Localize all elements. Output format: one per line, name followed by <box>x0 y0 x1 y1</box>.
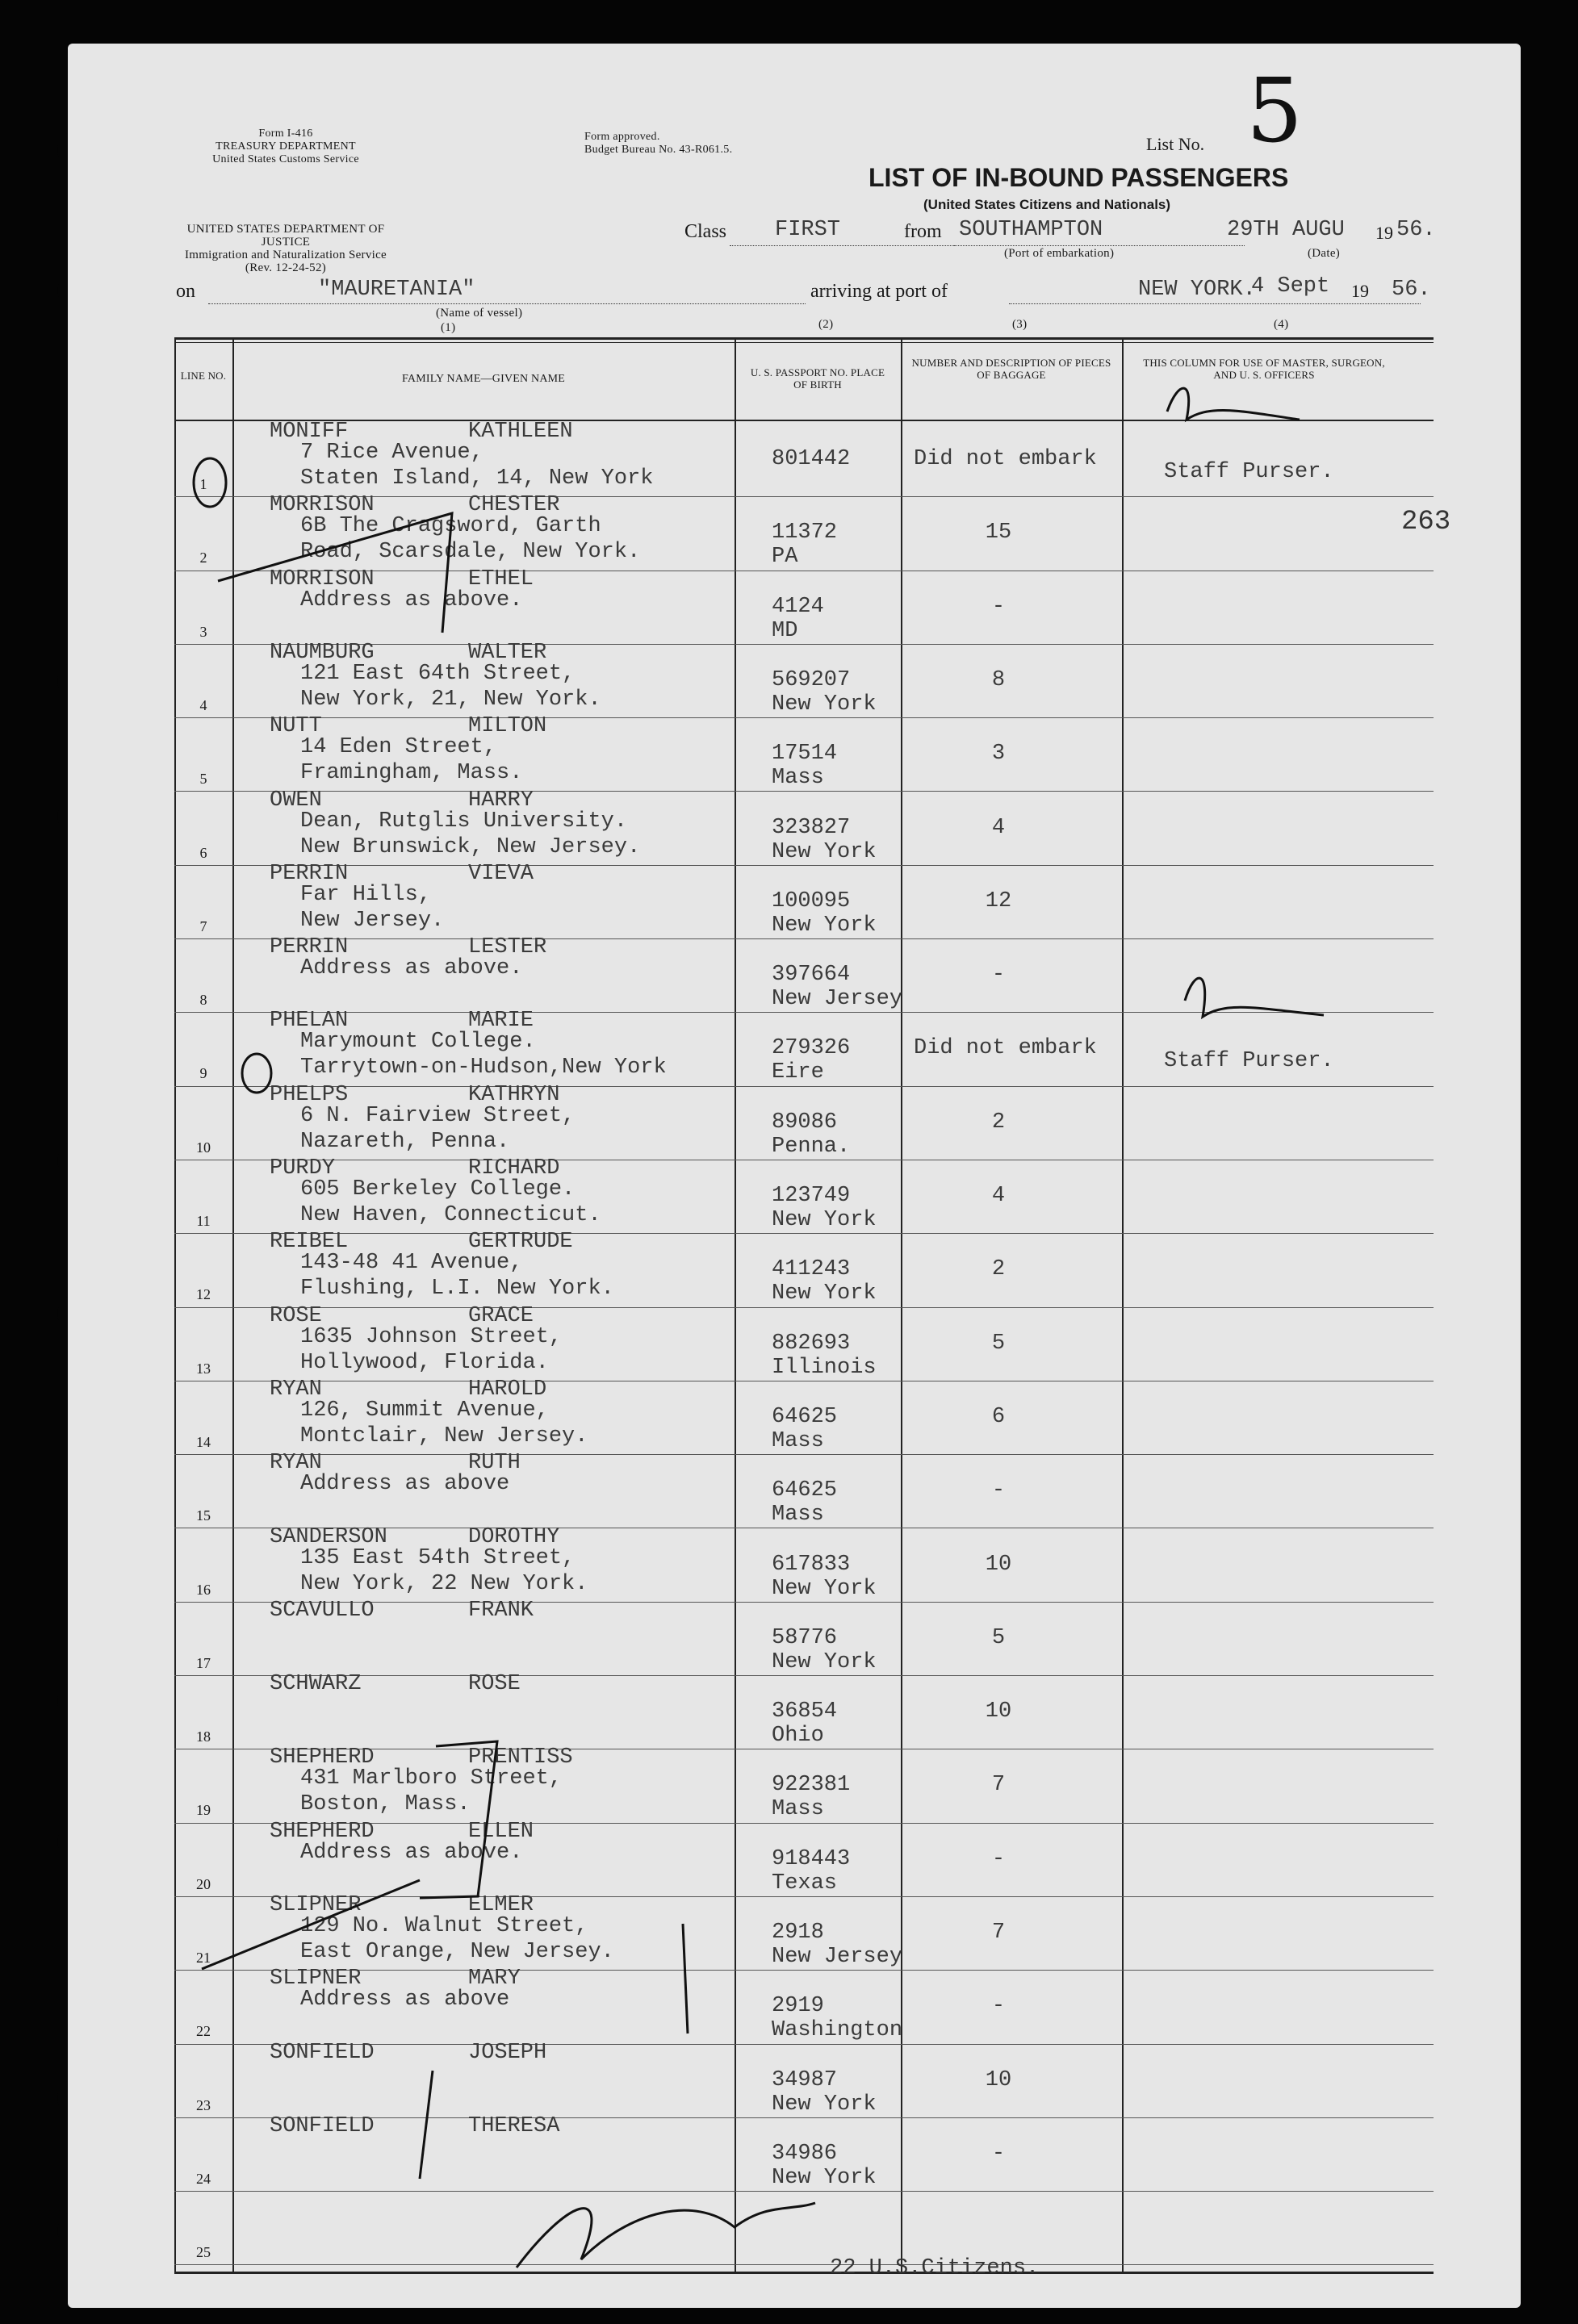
passport-number: 11372 <box>772 520 838 545</box>
family-name: SLIPNER <box>270 1967 362 1992</box>
class-label: Class <box>684 221 727 242</box>
purser-signature <box>1185 978 1324 1017</box>
line-number: 17 <box>196 1654 211 1671</box>
check-mark <box>218 513 452 633</box>
address-line-2: Hollywood, Florida. <box>300 1350 549 1375</box>
line-number: 21 <box>196 1950 211 1966</box>
given-name: JOSEPH <box>468 2040 547 2065</box>
address-line-1: 129 No. Walnut Street, <box>300 1914 588 1938</box>
given-name: HARRY <box>468 788 534 813</box>
passport-number: 279326 <box>772 1036 851 1061</box>
family-name: NUTT <box>270 714 322 739</box>
ins-service: Immigration and Naturalization Service <box>184 249 387 261</box>
baggage-count: - <box>991 1478 1006 1503</box>
line-number: 10 <box>196 1139 211 1156</box>
family-name: RYAN <box>270 1377 322 1402</box>
passport-number: 801442 <box>772 447 851 471</box>
place-of-birth: PA <box>772 545 798 570</box>
address-line-1: Dean, Rutglis University. <box>300 809 628 834</box>
place-of-birth: Ohio <box>772 1724 824 1749</box>
family-name: SONFIELD <box>270 2040 375 2065</box>
line-number: 2 <box>199 550 207 566</box>
given-name: RUTH <box>468 1451 521 1476</box>
passport-number: 17514 <box>772 742 838 767</box>
family-name: MONIFF <box>270 420 349 444</box>
line-number: 4 <box>199 696 207 713</box>
place-of-birth: New Jersey <box>772 1945 903 1969</box>
col-ref-3: (3) <box>1012 318 1028 331</box>
given-name: CHESTER <box>468 493 560 518</box>
address-line-2: Road, Scarsdale, New York. <box>300 540 641 565</box>
passport-number: 123749 <box>772 1184 851 1208</box>
given-name: MILTON <box>468 714 547 739</box>
place-of-birth: New York <box>772 1281 877 1306</box>
given-name: ELMER <box>468 1893 534 1917</box>
baggage-count: 10 <box>985 1552 1012 1577</box>
address-line-1: Marymount College. <box>300 1030 536 1055</box>
embarkation-caption: (Port of embarkation) <box>1004 247 1115 260</box>
address-line-1: 431 Marlboro Street, <box>300 1766 563 1791</box>
family-name: RYAN <box>270 1451 322 1476</box>
place-of-birth: MD <box>772 618 798 643</box>
baggage-count: - <box>991 1994 1006 2019</box>
passport-number: 58776 <box>772 1625 838 1650</box>
embarkation-port: SOUTHAMPTON <box>959 218 1103 242</box>
place-of-birth: Mass <box>772 766 824 791</box>
passport-number: 2919 <box>772 1994 824 2019</box>
given-name: MARIE <box>468 1009 534 1034</box>
given-name: RICHARD <box>468 1156 560 1181</box>
baggage-count: 10 <box>985 1699 1012 1724</box>
place-of-birth: Penna. <box>772 1134 851 1159</box>
passport-number: 64625 <box>772 1404 838 1429</box>
baggage-count: 8 <box>991 667 1006 692</box>
margin-number: 263 <box>1401 507 1451 537</box>
address-line-2: New York, 21, New York. <box>300 687 601 712</box>
address-line-1: 6 N. Fairview Street, <box>300 1103 576 1128</box>
family-name: SHEPHERD <box>270 1819 375 1844</box>
officer-signature <box>517 2203 815 2268</box>
line-number: 16 <box>196 1581 211 1598</box>
line-number: 8 <box>199 992 207 1009</box>
passport-number: 323827 <box>772 815 851 840</box>
tick-stroke <box>683 1924 688 2034</box>
baggage-count: Did not embark <box>914 1036 1097 1061</box>
date-caption: (Date) <box>1308 247 1341 260</box>
address-line-1: Address as above. <box>300 587 523 612</box>
class-value: FIRST <box>775 218 841 242</box>
baggage-count: 10 <box>985 2067 1012 2092</box>
arrival-year-prefix: 19 <box>1351 281 1369 301</box>
line-number: 13 <box>196 1360 211 1377</box>
customs-service: United States Customs Service <box>212 153 359 165</box>
vessel-name: "MAURETANIA" <box>318 278 475 302</box>
line-number: 3 <box>199 623 207 640</box>
place-of-birth: Washington <box>772 2018 903 2043</box>
justice-department: UNITED STATES DEPARTMENT OF JUSTICE <box>186 223 385 249</box>
address-line-2: Flushing, L.I. New York. <box>300 1277 614 1302</box>
family-name: ROSE <box>270 1303 322 1328</box>
circle-mark <box>194 458 226 507</box>
passport-number: 2918 <box>772 1921 824 1945</box>
baggage-count: Did not embark <box>914 447 1097 471</box>
given-name: ROSE <box>468 1672 521 1697</box>
address-line-1: Far Hills, <box>300 882 432 907</box>
passport-number: 918443 <box>772 1846 851 1871</box>
baggage-count: 15 <box>985 520 1012 545</box>
passport-number: 64625 <box>772 1478 838 1503</box>
address-line-1: Address as above. <box>300 956 523 981</box>
place-of-birth: New York <box>772 1576 877 1601</box>
page-subtitle: (United States Citizens and Nationals) <box>923 197 1171 212</box>
line-number: 6 <box>199 844 207 861</box>
line-number: 23 <box>196 2096 211 2113</box>
family-name: SANDERSON <box>270 1524 387 1549</box>
family-name: PERRIN <box>270 861 349 886</box>
line-number: 9 <box>199 1065 207 1082</box>
col-header-baggage: NUMBER AND DESCRIPTION OF PIECES OF BAGGAGE <box>911 357 1111 381</box>
officer-note: Staff Purser. <box>1164 460 1334 484</box>
family-name: SHEPHERD <box>270 1745 375 1770</box>
family-name: SCHWARZ <box>270 1672 362 1697</box>
family-name: SONFIELD <box>270 2113 375 2138</box>
department: TREASURY DEPARTMENT <box>216 140 356 153</box>
address-line-1: Address as above <box>300 1988 510 2013</box>
arriving-label: arriving at port of <box>810 281 948 302</box>
passport-number: 617833 <box>772 1552 851 1577</box>
baggage-count: 7 <box>991 1921 1006 1945</box>
on-label: on <box>176 281 195 302</box>
line-number: 11 <box>196 1213 211 1229</box>
line-number: 24 <box>196 2170 211 2187</box>
address-line-1: 121 East 64th Street, <box>300 661 576 686</box>
family-name: SCAVULLO <box>270 1598 375 1623</box>
place-of-birth: New York <box>772 1649 877 1674</box>
line-number: 22 <box>196 2023 211 2040</box>
col-ref-2: (2) <box>818 318 834 331</box>
line-number: 5 <box>199 771 207 788</box>
place-of-birth: New York <box>772 839 877 864</box>
tick-stroke <box>420 2071 433 2179</box>
year-value: 56. <box>1396 218 1436 242</box>
passport-number: 397664 <box>772 963 851 988</box>
given-name: GERTRUDE <box>468 1230 573 1255</box>
passport-number: 34987 <box>772 2067 838 2092</box>
family-name: PERRIN <box>270 935 349 960</box>
col-ref-1: (1) <box>441 321 456 334</box>
col-header-name: FAMILY NAME—GIVEN NAME <box>401 373 566 385</box>
family-name: MORRISON <box>270 566 375 591</box>
place-of-birth: Mass <box>772 1428 824 1453</box>
address-line-2: Framingham, Mass. <box>300 761 523 786</box>
address-line-1: 6B The Cragsword, Garth <box>300 514 601 539</box>
family-name: PHELPS <box>270 1082 349 1107</box>
passport-number: 36854 <box>772 1699 838 1724</box>
revision-date: (Rev. 12-24-52) <box>245 261 327 274</box>
baggage-count: 2 <box>991 1110 1006 1135</box>
form-number: Form I-416 <box>258 127 313 140</box>
line-number: 15 <box>196 1507 211 1524</box>
passport-number: 89086 <box>772 1110 838 1135</box>
list-no-value: 5 <box>1246 59 1303 162</box>
passport-number: 100095 <box>772 888 851 913</box>
arrival-date: 4 Sept <box>1251 274 1330 299</box>
address-line-1: 1635 Johnson Street, <box>300 1324 563 1349</box>
baggage-count: - <box>991 594 1006 619</box>
line-number: 12 <box>196 1286 211 1303</box>
year-prefix: 19 <box>1375 223 1393 243</box>
family-name: MORRISON <box>270 493 375 518</box>
place-of-birth: New Jersey <box>772 987 903 1012</box>
line-number: 20 <box>196 1875 211 1892</box>
arrival-port: NEW YORK. <box>1138 278 1256 302</box>
passport-number: 922381 <box>772 1773 851 1798</box>
address-line-1: 14 Eden Street, <box>300 735 497 760</box>
baggage-count: - <box>991 1846 1006 1871</box>
address-line-1: 605 Berkeley College. <box>300 1177 576 1202</box>
family-name: SLIPNER <box>270 1893 362 1917</box>
col-header-passport: U. S. PASSPORT NO. PLACE OF BIRTH <box>750 366 885 391</box>
passport-number: 34986 <box>772 2141 838 2166</box>
given-name: MARY <box>468 1967 521 1992</box>
tick-stroke <box>202 1880 420 1969</box>
baggage-count: 2 <box>991 1257 1006 1282</box>
address-line-1: Address as above <box>300 1472 510 1497</box>
address-line-2: New Brunswick, New Jersey. <box>300 834 641 859</box>
citizen-total: 22 U.S.Citizens. <box>830 2256 1040 2280</box>
family-name: NAUMBURG <box>270 640 375 665</box>
address-line-1: 135 East 54th Street, <box>300 1545 576 1570</box>
baggage-count: 5 <box>991 1625 1006 1650</box>
family-name: PHELAN <box>270 1009 349 1034</box>
address-line-2: East Orange, New Jersey. <box>300 1940 614 1964</box>
address-line-2: Nazareth, Penna. <box>300 1129 510 1154</box>
passport-number: 882693 <box>772 1331 851 1356</box>
address-line-2: Tarrytown-on-Hudson,New York <box>300 1055 667 1080</box>
baggage-count: 5 <box>991 1331 1006 1356</box>
line-number: 1 <box>199 476 207 492</box>
given-name: KATHLEEN <box>468 420 573 444</box>
baggage-count: 7 <box>991 1773 1006 1798</box>
passport-number: 569207 <box>772 667 851 692</box>
line-number: 18 <box>196 1728 211 1745</box>
list-no-label: List No. <box>1146 134 1205 154</box>
line-number: 19 <box>196 1802 211 1819</box>
col-header-officers: THIS COLUMN FOR USE OF MASTER, SURGEON, AND U. S. OFFICERS <box>1143 357 1385 381</box>
col-ref-4: (4) <box>1274 318 1289 331</box>
given-name: WALTER <box>468 640 547 665</box>
place-of-birth: New York <box>772 692 877 717</box>
col-header-line: LINE NO. <box>180 370 227 382</box>
address-line-1: 7 Rice Avenue, <box>300 441 483 465</box>
passport-number: 411243 <box>772 1257 851 1282</box>
embarkation-date: 29TH AUGU <box>1227 218 1345 242</box>
circle-mark <box>242 1054 271 1093</box>
place-of-birth: New York <box>772 913 877 938</box>
place-of-birth: New York <box>772 1208 877 1232</box>
baggage-count: 3 <box>991 742 1006 767</box>
place-of-birth: Illinois <box>772 1355 877 1380</box>
purser-signature <box>1167 388 1300 420</box>
baggage-count: 4 <box>991 1184 1006 1208</box>
place-of-birth: Mass <box>772 1797 824 1822</box>
family-name: OWEN <box>270 788 322 813</box>
passport-number: 4124 <box>772 594 824 619</box>
place-of-birth: Mass <box>772 1503 824 1528</box>
given-name: THERESA <box>468 2113 560 2138</box>
place-of-birth: New York <box>772 2092 877 2117</box>
given-name: LESTER <box>468 935 547 960</box>
place-of-birth: Texas <box>772 1870 838 1896</box>
address-line-2: New Jersey. <box>300 908 445 933</box>
place-of-birth: Eire <box>772 1060 824 1085</box>
check-mark <box>420 1741 497 1898</box>
line-number: 14 <box>196 1433 211 1450</box>
family-name: REIBEL <box>270 1230 349 1255</box>
vessel-caption: (Name of vessel) <box>436 307 523 320</box>
given-name: KATHRYN <box>468 1082 560 1107</box>
baggage-count: - <box>991 963 1006 988</box>
line-number: 25 <box>196 2244 211 2261</box>
officer-note: Staff Purser. <box>1164 1049 1334 1074</box>
given-name: GRACE <box>468 1303 534 1328</box>
line-number: 7 <box>199 917 207 934</box>
place-of-birth: New York <box>772 2165 877 2190</box>
given-name: HAROLD <box>468 1377 547 1402</box>
given-name: DOROTHY <box>468 1524 560 1549</box>
given-name: ETHEL <box>468 566 534 591</box>
form-approved: Form approved. <box>584 131 660 143</box>
address-line-1: Address as above. <box>300 1840 523 1865</box>
address-line-2: Montclair, New Jersey. <box>300 1423 588 1448</box>
address-line-2: Boston, Mass. <box>300 1792 471 1817</box>
given-name: VIEVA <box>468 861 534 886</box>
address-line-2: Staten Island, 14, New York <box>300 466 654 491</box>
baggage-count: 6 <box>991 1404 1006 1429</box>
address-line-1: 143-48 41 Avenue, <box>300 1251 523 1276</box>
given-name: PRENTISS <box>468 1745 573 1770</box>
page-title: LIST OF IN-BOUND PASSENGERS <box>869 163 1289 192</box>
baggage-count: 4 <box>991 815 1006 840</box>
address-line-2: New Haven, Connecticut. <box>300 1203 601 1227</box>
address-line-1: 126, Summit Avenue, <box>300 1398 549 1423</box>
from-label: from <box>904 221 942 242</box>
baggage-count: 12 <box>985 888 1012 913</box>
given-name: ELLEN <box>468 1819 534 1844</box>
given-name: FRANK <box>468 1598 534 1623</box>
budget-bureau: Budget Bureau No. 43-R061.5. <box>584 144 733 156</box>
baggage-count: - <box>991 2141 1006 2166</box>
address-line-2: New York, 22 New York. <box>300 1571 588 1596</box>
family-name: PURDY <box>270 1156 336 1181</box>
arrival-year: 56. <box>1392 278 1431 302</box>
